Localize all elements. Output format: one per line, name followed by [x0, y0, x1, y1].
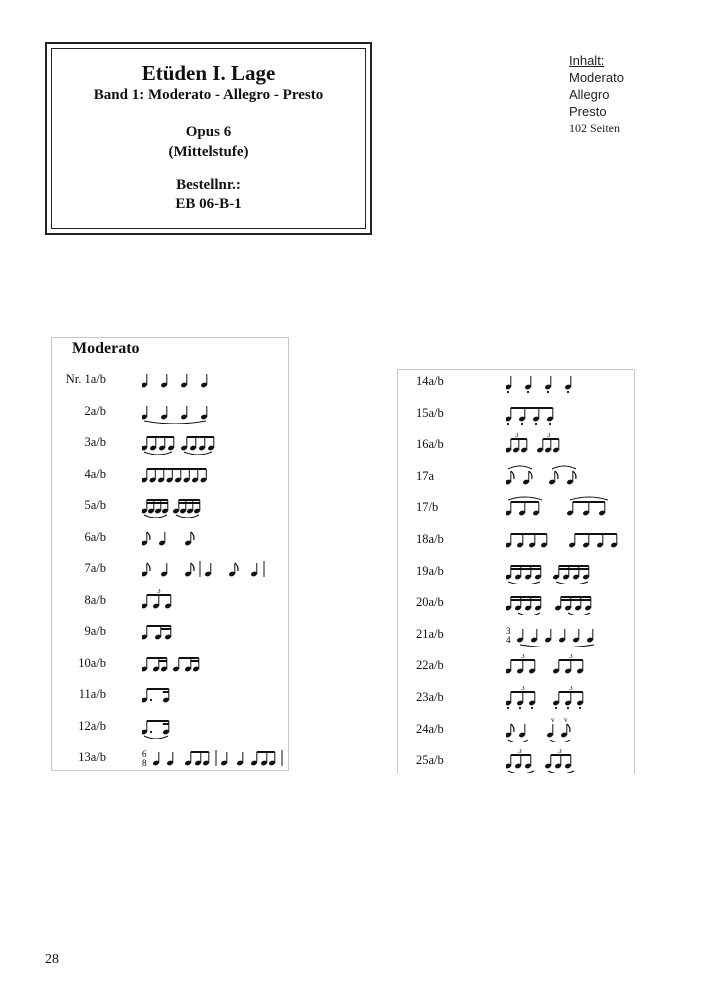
rhythm-notation — [506, 623, 631, 647]
rhythm-notation — [506, 654, 631, 678]
slur — [508, 740, 528, 742]
continuation-panel — [397, 369, 634, 773]
tuplet-number: 4 — [506, 634, 511, 645]
title-box — [45, 42, 372, 235]
tuplet-number: 3 — [547, 433, 551, 440]
exercise-row — [56, 494, 286, 518]
rhythm-notation — [142, 463, 286, 487]
exercise-row — [416, 686, 631, 710]
staccato-dot — [531, 707, 533, 709]
exercise-row — [416, 528, 631, 552]
rhythm-notation — [506, 402, 631, 426]
exercise-row — [56, 400, 286, 424]
exercise-number: 6a/b — [84, 529, 106, 544]
exercise-row — [56, 368, 286, 392]
exercise-row — [416, 402, 631, 426]
slur — [520, 645, 594, 647]
exercise-row — [56, 589, 286, 613]
rhythm-notation — [142, 683, 286, 707]
rhythm-notation — [506, 528, 631, 552]
slur — [548, 771, 574, 773]
slur — [144, 421, 206, 424]
tuplet-number: 3 — [569, 654, 573, 661]
tuplet-number: 3 — [521, 654, 525, 661]
rhythm-notation — [142, 400, 286, 424]
staccato-dot — [507, 707, 509, 709]
opus-number: Opus 6 — [185, 124, 232, 140]
exercise-row — [56, 526, 286, 550]
rhythm-notation — [506, 433, 631, 457]
exercise-row — [56, 620, 286, 644]
exercise-number: 17/b — [416, 500, 439, 515]
slur — [508, 466, 532, 469]
tuplet-number: 3 — [558, 749, 562, 756]
exercise-row — [56, 652, 286, 676]
slur — [550, 740, 570, 742]
rhythm-notation — [506, 496, 631, 520]
rhythm-notation — [142, 526, 286, 550]
exercise-row — [56, 463, 286, 487]
exercise-row — [56, 557, 286, 581]
exercise-number: 21a/b — [416, 626, 444, 641]
page-number: 28 — [45, 952, 59, 967]
order-number-code: EB 06-B-1 — [175, 196, 242, 212]
rhythm-notation — [506, 591, 631, 615]
rhythm-notation — [142, 746, 286, 770]
rhythm-notation — [142, 620, 286, 644]
staccato-dot — [567, 391, 569, 393]
rhythm-notation — [142, 494, 286, 518]
exercise-number: 18a/b — [416, 532, 444, 546]
section-heading: Moderato — [72, 340, 140, 357]
tuplet-number: 3 — [518, 749, 522, 756]
slur — [570, 497, 608, 500]
rhythm-notation — [506, 718, 631, 742]
exercise-row — [416, 496, 631, 520]
slur — [556, 582, 588, 584]
staccato-dot — [507, 422, 509, 424]
slur — [518, 613, 540, 615]
slur — [144, 515, 167, 518]
panel-edge — [634, 370, 635, 774]
staccato-dot — [547, 391, 549, 393]
tuplet-number: 3 — [515, 433, 519, 440]
exercise-row — [56, 715, 286, 739]
exercise-row — [416, 591, 631, 615]
slur — [568, 613, 590, 615]
exercise-row — [56, 683, 286, 707]
slur — [552, 466, 576, 469]
exercise-row — [416, 433, 631, 457]
moderato-panel — [51, 337, 289, 771]
exercise-row — [416, 465, 631, 489]
rhythm-notation — [142, 368, 286, 392]
staccato-dot — [150, 730, 152, 732]
contents-list — [569, 52, 624, 137]
rhythm-notation — [142, 431, 286, 455]
exercise-row — [416, 749, 631, 773]
slur — [144, 452, 172, 455]
rhythm-notation — [142, 557, 286, 581]
staccato-dot — [567, 707, 569, 709]
exercise-number: 2a/b — [84, 403, 106, 418]
rhythm-notation — [506, 370, 631, 394]
tuplet-number: 3 — [157, 588, 161, 595]
contents-item: Allegro — [569, 87, 610, 102]
difficulty-level: (Mittelstufe) — [168, 144, 249, 160]
staccato-dot — [150, 699, 152, 701]
exercise-number: 19a/b — [416, 563, 444, 578]
rhythm-notation — [506, 749, 631, 773]
order-number-label: Bestellnr.: — [176, 177, 241, 193]
exercise-row — [416, 654, 631, 678]
exercise-number: 7a/b — [84, 561, 106, 575]
contents-heading: Inhalt: — [569, 53, 605, 68]
contents-item: Moderato — [569, 70, 624, 85]
exercise-number: 24a/b — [416, 721, 444, 736]
exercise-number: 14a/b — [416, 374, 444, 388]
slur — [184, 452, 212, 455]
tuplet-number: 3 — [569, 686, 573, 692]
exercise-number: 22a/b — [416, 658, 444, 673]
tuplet-number: v — [564, 717, 568, 724]
staccato-dot — [507, 391, 509, 393]
rhythm-notation — [506, 465, 631, 489]
staccato-dot — [555, 707, 557, 709]
rhythm-notation — [142, 652, 286, 676]
rhythm-notation — [142, 715, 286, 739]
slur — [508, 497, 542, 500]
exercise-number: 9a/b — [84, 624, 106, 638]
exercise-number: 10a/b — [78, 655, 106, 670]
exercise-number: 17a — [416, 468, 435, 483]
rhythm-notation — [142, 589, 286, 613]
staccato-dot — [527, 391, 529, 393]
staccato-dot — [521, 422, 523, 424]
exercise-row — [416, 718, 631, 742]
slur — [508, 771, 534, 773]
exercise-number: 13a/b — [78, 750, 106, 764]
tuplet-number: 3 — [506, 625, 511, 636]
exercise-number: Nr. 1a/b — [65, 372, 106, 386]
exercise-number: 20a/b — [416, 595, 444, 610]
exercise-number: 25a/b — [416, 753, 444, 768]
exercise-number: 11a/b — [78, 687, 106, 701]
title-box-inner — [51, 48, 366, 229]
exercise-row — [416, 370, 631, 394]
exercise-number: 12a/b — [78, 718, 106, 733]
slur — [508, 582, 540, 584]
contents-item: Presto — [569, 104, 607, 119]
exercise-row — [56, 746, 286, 770]
exercise-row — [56, 431, 286, 455]
exercise-row — [416, 560, 631, 584]
rhythm-notation — [506, 560, 631, 584]
staccato-dot — [535, 422, 537, 424]
staccato-dot — [549, 422, 551, 424]
exercise-number: 5a/b — [84, 498, 106, 512]
exercise-number: 16a/b — [416, 437, 444, 452]
exercise-number: 4a/b — [84, 466, 106, 481]
exercise-row — [416, 623, 631, 647]
slur — [176, 515, 199, 518]
exercise-number: 8a/b — [84, 592, 106, 607]
tuplet-number: 3 — [521, 686, 525, 692]
slur — [144, 736, 168, 739]
book-subtitle: Band 1: Moderato - Allegro - Presto — [93, 87, 324, 103]
rhythm-notation — [506, 686, 631, 710]
staccato-dot — [579, 707, 581, 709]
book-title: Etüden I. Lage — [141, 61, 276, 85]
exercise-number: 3a/b — [84, 435, 106, 449]
tuplet-number: v — [551, 717, 555, 724]
exercise-number: 23a/b — [416, 690, 444, 704]
tuplet-number: 6 — [142, 749, 147, 759]
staccato-dot — [519, 707, 521, 709]
page-count: 102 Seiten — [569, 121, 620, 135]
exercise-number: 15a/b — [416, 405, 444, 420]
tuplet-number: 8 — [142, 758, 147, 768]
